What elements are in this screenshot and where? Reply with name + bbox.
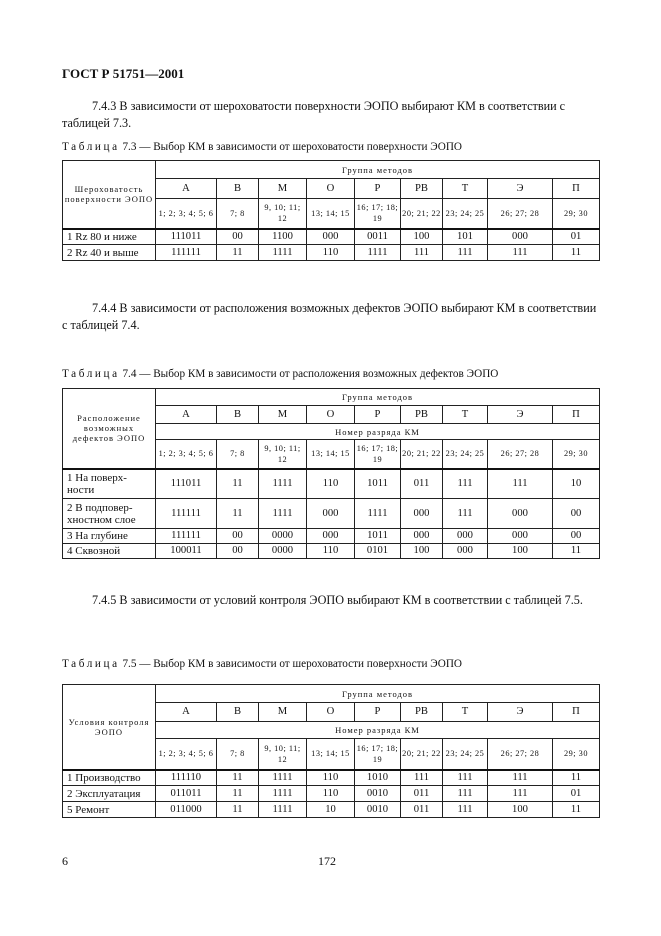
method-cell: РВ bbox=[401, 703, 443, 722]
value-cell: 111111 bbox=[156, 529, 217, 544]
method-cell: П bbox=[553, 406, 600, 424]
caption-word: Таблица bbox=[62, 141, 120, 153]
value-cell: 111 bbox=[443, 786, 488, 802]
value-cell: 000 bbox=[488, 529, 553, 544]
method-cell: Т bbox=[443, 703, 488, 722]
table-row bbox=[63, 786, 600, 802]
discharge-header: Номер разряда КМ bbox=[156, 424, 600, 440]
method-cell: Р bbox=[355, 406, 401, 424]
value-cell: 100 bbox=[488, 544, 553, 559]
row-label: 2 Эксплуатация bbox=[63, 786, 156, 802]
value-cell: 111 bbox=[488, 786, 553, 802]
method-cell: Э bbox=[488, 703, 553, 722]
value-cell: 1111 bbox=[259, 786, 307, 802]
value-cell: 011000 bbox=[156, 802, 217, 818]
row-label: 1 Производство bbox=[63, 770, 156, 786]
value-cell: 011011 bbox=[156, 786, 217, 802]
method-cell: РВ bbox=[401, 179, 443, 199]
group-header: Группа методов bbox=[156, 389, 600, 406]
discharge-cell: 23; 24; 25 bbox=[443, 440, 488, 469]
table-7-5-caption bbox=[62, 658, 462, 670]
value-cell: 111 bbox=[488, 245, 553, 261]
value-cell: 000 bbox=[488, 229, 553, 245]
paragraph-7-4-5: 7.4.5 В зависимости от условий контроля ЭОПО выбирают КМ в соответствии с таблицей 7.5. bbox=[92, 593, 583, 607]
value-cell: 11 bbox=[553, 802, 600, 818]
row-header: Расположение возможных дефектов ЭОПО bbox=[63, 389, 156, 469]
discharge-cell: 20; 21; 22 bbox=[401, 739, 443, 770]
value-cell: 10 bbox=[307, 802, 355, 818]
row-label: 1 Rz 80 и ниже bbox=[63, 229, 156, 245]
value-cell: 11 bbox=[553, 770, 600, 786]
discharge-cell: 1; 2; 3; 4; 5; 6 bbox=[156, 199, 217, 229]
value-cell: 0011 bbox=[355, 229, 401, 245]
table-number: 7.4 bbox=[122, 368, 137, 380]
value-cell: 111011 bbox=[156, 229, 217, 245]
value-cell: 111 bbox=[401, 770, 443, 786]
table-7-3-caption bbox=[62, 141, 462, 153]
group-header: Группа методов bbox=[156, 161, 600, 179]
discharge-cell: 13; 14; 15 bbox=[307, 199, 355, 229]
value-cell: 1111 bbox=[355, 245, 401, 261]
row-header: Шероховатость поверхности ЭОПО bbox=[63, 161, 156, 229]
value-cell: 101 bbox=[443, 229, 488, 245]
method-cell: О bbox=[307, 703, 355, 722]
caption-word: Таблица bbox=[62, 658, 120, 670]
value-cell: 00 bbox=[553, 529, 600, 544]
value-cell: 10 bbox=[553, 469, 600, 499]
value-cell: 1111 bbox=[355, 499, 401, 529]
discharge-cell: 16; 17; 18; 19 bbox=[355, 739, 401, 770]
discharge-cell: 13; 14; 15 bbox=[307, 739, 355, 770]
table-row bbox=[63, 770, 600, 786]
value-cell: 111 bbox=[488, 469, 553, 499]
caption-text: — Выбор КМ в зависимости от шероховатости поверхности ЭОПО bbox=[139, 141, 463, 153]
discharge-cell: 29; 30 bbox=[553, 440, 600, 469]
value-cell: 011 bbox=[401, 802, 443, 818]
value-cell: 111110 bbox=[156, 770, 217, 786]
value-cell: 00 bbox=[553, 499, 600, 529]
value-cell: 11 bbox=[553, 544, 600, 559]
value-cell: 111 bbox=[401, 245, 443, 261]
value-cell: 1111 bbox=[259, 499, 307, 529]
value-cell: 111111 bbox=[156, 499, 217, 529]
discharge-cell: 29; 30 bbox=[553, 199, 600, 229]
value-cell: 000 bbox=[488, 499, 553, 529]
value-cell: 111 bbox=[488, 770, 553, 786]
paragraph-7-4-3: 7.4.3 В зависимости от шероховатости поверхности ЭОПО выбирают КМ в соответствии с таблицей 7.3. bbox=[62, 99, 566, 130]
value-cell: 100 bbox=[488, 802, 553, 818]
method-cell: О bbox=[307, 179, 355, 199]
value-cell: 0000 bbox=[259, 544, 307, 559]
table-row bbox=[63, 245, 600, 261]
method-cell: В bbox=[217, 406, 259, 424]
row-label: 4 Сквозной bbox=[63, 544, 156, 559]
discharge-cell: 23; 24; 25 bbox=[443, 199, 488, 229]
discharge-cell: 20; 21; 22 bbox=[401, 199, 443, 229]
discharge-cell: 26; 27; 28 bbox=[488, 739, 553, 770]
value-cell: 1111 bbox=[259, 770, 307, 786]
value-cell: 000 bbox=[443, 529, 488, 544]
value-cell: 111011 bbox=[156, 469, 217, 499]
value-cell: 000 bbox=[401, 529, 443, 544]
method-cell: Р bbox=[355, 703, 401, 722]
value-cell: 11 bbox=[553, 245, 600, 261]
document-header: ГОСТ Р 51751—2001 bbox=[62, 66, 185, 81]
row-label: 2 Rz 40 и выше bbox=[63, 245, 156, 261]
value-cell: 00 bbox=[217, 544, 259, 559]
value-cell: 00 bbox=[217, 229, 259, 245]
value-cell: 111 bbox=[443, 770, 488, 786]
value-cell: 110 bbox=[307, 786, 355, 802]
discharge-cell: 7; 8 bbox=[217, 440, 259, 469]
method-cell: А bbox=[156, 406, 217, 424]
value-cell: 011 bbox=[401, 786, 443, 802]
row-label: 5 Ремонт bbox=[63, 802, 156, 818]
value-cell: 100011 bbox=[156, 544, 217, 559]
method-cell: В bbox=[217, 179, 259, 199]
method-cell: П bbox=[553, 179, 600, 199]
discharge-cell: 23; 24; 25 bbox=[443, 739, 488, 770]
discharge-cell: 1; 2; 3; 4; 5; 6 bbox=[156, 739, 217, 770]
value-cell: 1100 bbox=[259, 229, 307, 245]
method-cell: Т bbox=[443, 406, 488, 424]
value-cell: 1011 bbox=[355, 469, 401, 499]
table-7-4-caption bbox=[62, 368, 498, 380]
value-cell: 111 bbox=[443, 245, 488, 261]
value-cell: 11 bbox=[217, 499, 259, 529]
method-cell: М bbox=[259, 406, 307, 424]
caption-word: Таблица bbox=[62, 368, 120, 380]
discharge-cell: 7; 8 bbox=[217, 739, 259, 770]
discharge-cell: 26; 27; 28 bbox=[488, 199, 553, 229]
discharge-cell: 9, 10; 11; 12 bbox=[259, 739, 307, 770]
value-cell: 1111 bbox=[259, 245, 307, 261]
table-number: 7.5 bbox=[122, 658, 137, 670]
table-number: 7.3 bbox=[122, 141, 137, 153]
table-row bbox=[63, 802, 600, 818]
method-cell: А bbox=[156, 703, 217, 722]
discharge-cell: 1; 2; 3; 4; 5; 6 bbox=[156, 440, 217, 469]
value-cell: 111 bbox=[443, 469, 488, 499]
value-cell: 111111 bbox=[156, 245, 217, 261]
value-cell: 1011 bbox=[355, 529, 401, 544]
table-7-5 bbox=[62, 684, 600, 818]
value-cell: 011 bbox=[401, 469, 443, 499]
value-cell: 100 bbox=[401, 229, 443, 245]
method-cell: РВ bbox=[401, 406, 443, 424]
value-cell: 110 bbox=[307, 245, 355, 261]
value-cell: 11 bbox=[217, 245, 259, 261]
value-cell: 000 bbox=[401, 499, 443, 529]
value-cell: 000 bbox=[307, 499, 355, 529]
method-cell: Т bbox=[443, 179, 488, 199]
table-7-4 bbox=[62, 388, 600, 559]
row-label: 3 На глубине bbox=[63, 529, 156, 544]
row-header: Условия контроля ЭОПО bbox=[63, 685, 156, 770]
method-cell: В bbox=[217, 703, 259, 722]
discharge-cell: 16; 17; 18; 19 bbox=[355, 440, 401, 469]
value-cell: 000 bbox=[307, 229, 355, 245]
caption-text: — Выбор КМ в зависимости от шероховатости поверхности ЭОПО bbox=[139, 658, 463, 670]
value-cell: 11 bbox=[217, 786, 259, 802]
discharge-header: Номер разряда КМ bbox=[156, 722, 600, 739]
discharge-cell: 9, 10; 11; 12 bbox=[259, 199, 307, 229]
method-cell: Э bbox=[488, 179, 553, 199]
value-cell: 1111 bbox=[259, 802, 307, 818]
discharge-cell: 16; 17; 18; 19 bbox=[355, 199, 401, 229]
method-cell: О bbox=[307, 406, 355, 424]
value-cell: 01 bbox=[553, 786, 600, 802]
value-cell: 100 bbox=[401, 544, 443, 559]
discharge-cell: 29; 30 bbox=[553, 739, 600, 770]
discharge-cell: 13; 14; 15 bbox=[307, 440, 355, 469]
value-cell: 11 bbox=[217, 469, 259, 499]
value-cell: 110 bbox=[307, 770, 355, 786]
table-row bbox=[63, 529, 600, 544]
group-header: Группа методов bbox=[156, 685, 600, 703]
value-cell: 0000 bbox=[259, 529, 307, 544]
discharge-cell: 7; 8 bbox=[217, 199, 259, 229]
method-cell: М bbox=[259, 179, 307, 199]
value-cell: 1111 bbox=[259, 469, 307, 499]
value-cell: 11 bbox=[217, 802, 259, 818]
row-label: 1 На поверх-ности bbox=[63, 469, 156, 499]
value-cell: 110 bbox=[307, 544, 355, 559]
page-number-left: 6 bbox=[62, 854, 68, 868]
value-cell: 110 bbox=[307, 469, 355, 499]
discharge-cell: 26; 27; 28 bbox=[488, 440, 553, 469]
value-cell: 000 bbox=[307, 529, 355, 544]
value-cell: 11 bbox=[217, 770, 259, 786]
value-cell: 0010 bbox=[355, 802, 401, 818]
method-cell: А bbox=[156, 179, 217, 199]
value-cell: 00 bbox=[217, 529, 259, 544]
value-cell: 0010 bbox=[355, 786, 401, 802]
table-row bbox=[63, 229, 600, 245]
method-cell: Р bbox=[355, 179, 401, 199]
method-cell: М bbox=[259, 703, 307, 722]
table-7-3 bbox=[62, 160, 600, 261]
value-cell: 111 bbox=[443, 802, 488, 818]
method-cell: Э bbox=[488, 406, 553, 424]
page-number-center: 172 bbox=[318, 854, 336, 868]
row-label: 2 В подповер-хностном слое bbox=[63, 499, 156, 529]
discharge-cell: 9, 10; 11; 12 bbox=[259, 440, 307, 469]
value-cell: 1010 bbox=[355, 770, 401, 786]
discharge-cell: 20; 21; 22 bbox=[401, 440, 443, 469]
value-cell: 000 bbox=[443, 544, 488, 559]
value-cell: 01 bbox=[553, 229, 600, 245]
value-cell: 111 bbox=[443, 499, 488, 529]
table-row bbox=[63, 499, 600, 529]
method-cell: П bbox=[553, 703, 600, 722]
paragraph-7-4-4: 7.4.4 В зависимости от расположения возможных дефектов ЭОПО выбирают КМ в соответствии с таблицей 7.4. bbox=[62, 301, 597, 332]
table-row bbox=[63, 469, 600, 499]
value-cell: 0101 bbox=[355, 544, 401, 559]
caption-text: — Выбор КМ в зависимости от расположения возможных дефектов ЭОПО bbox=[139, 368, 499, 380]
table-row bbox=[63, 544, 600, 559]
